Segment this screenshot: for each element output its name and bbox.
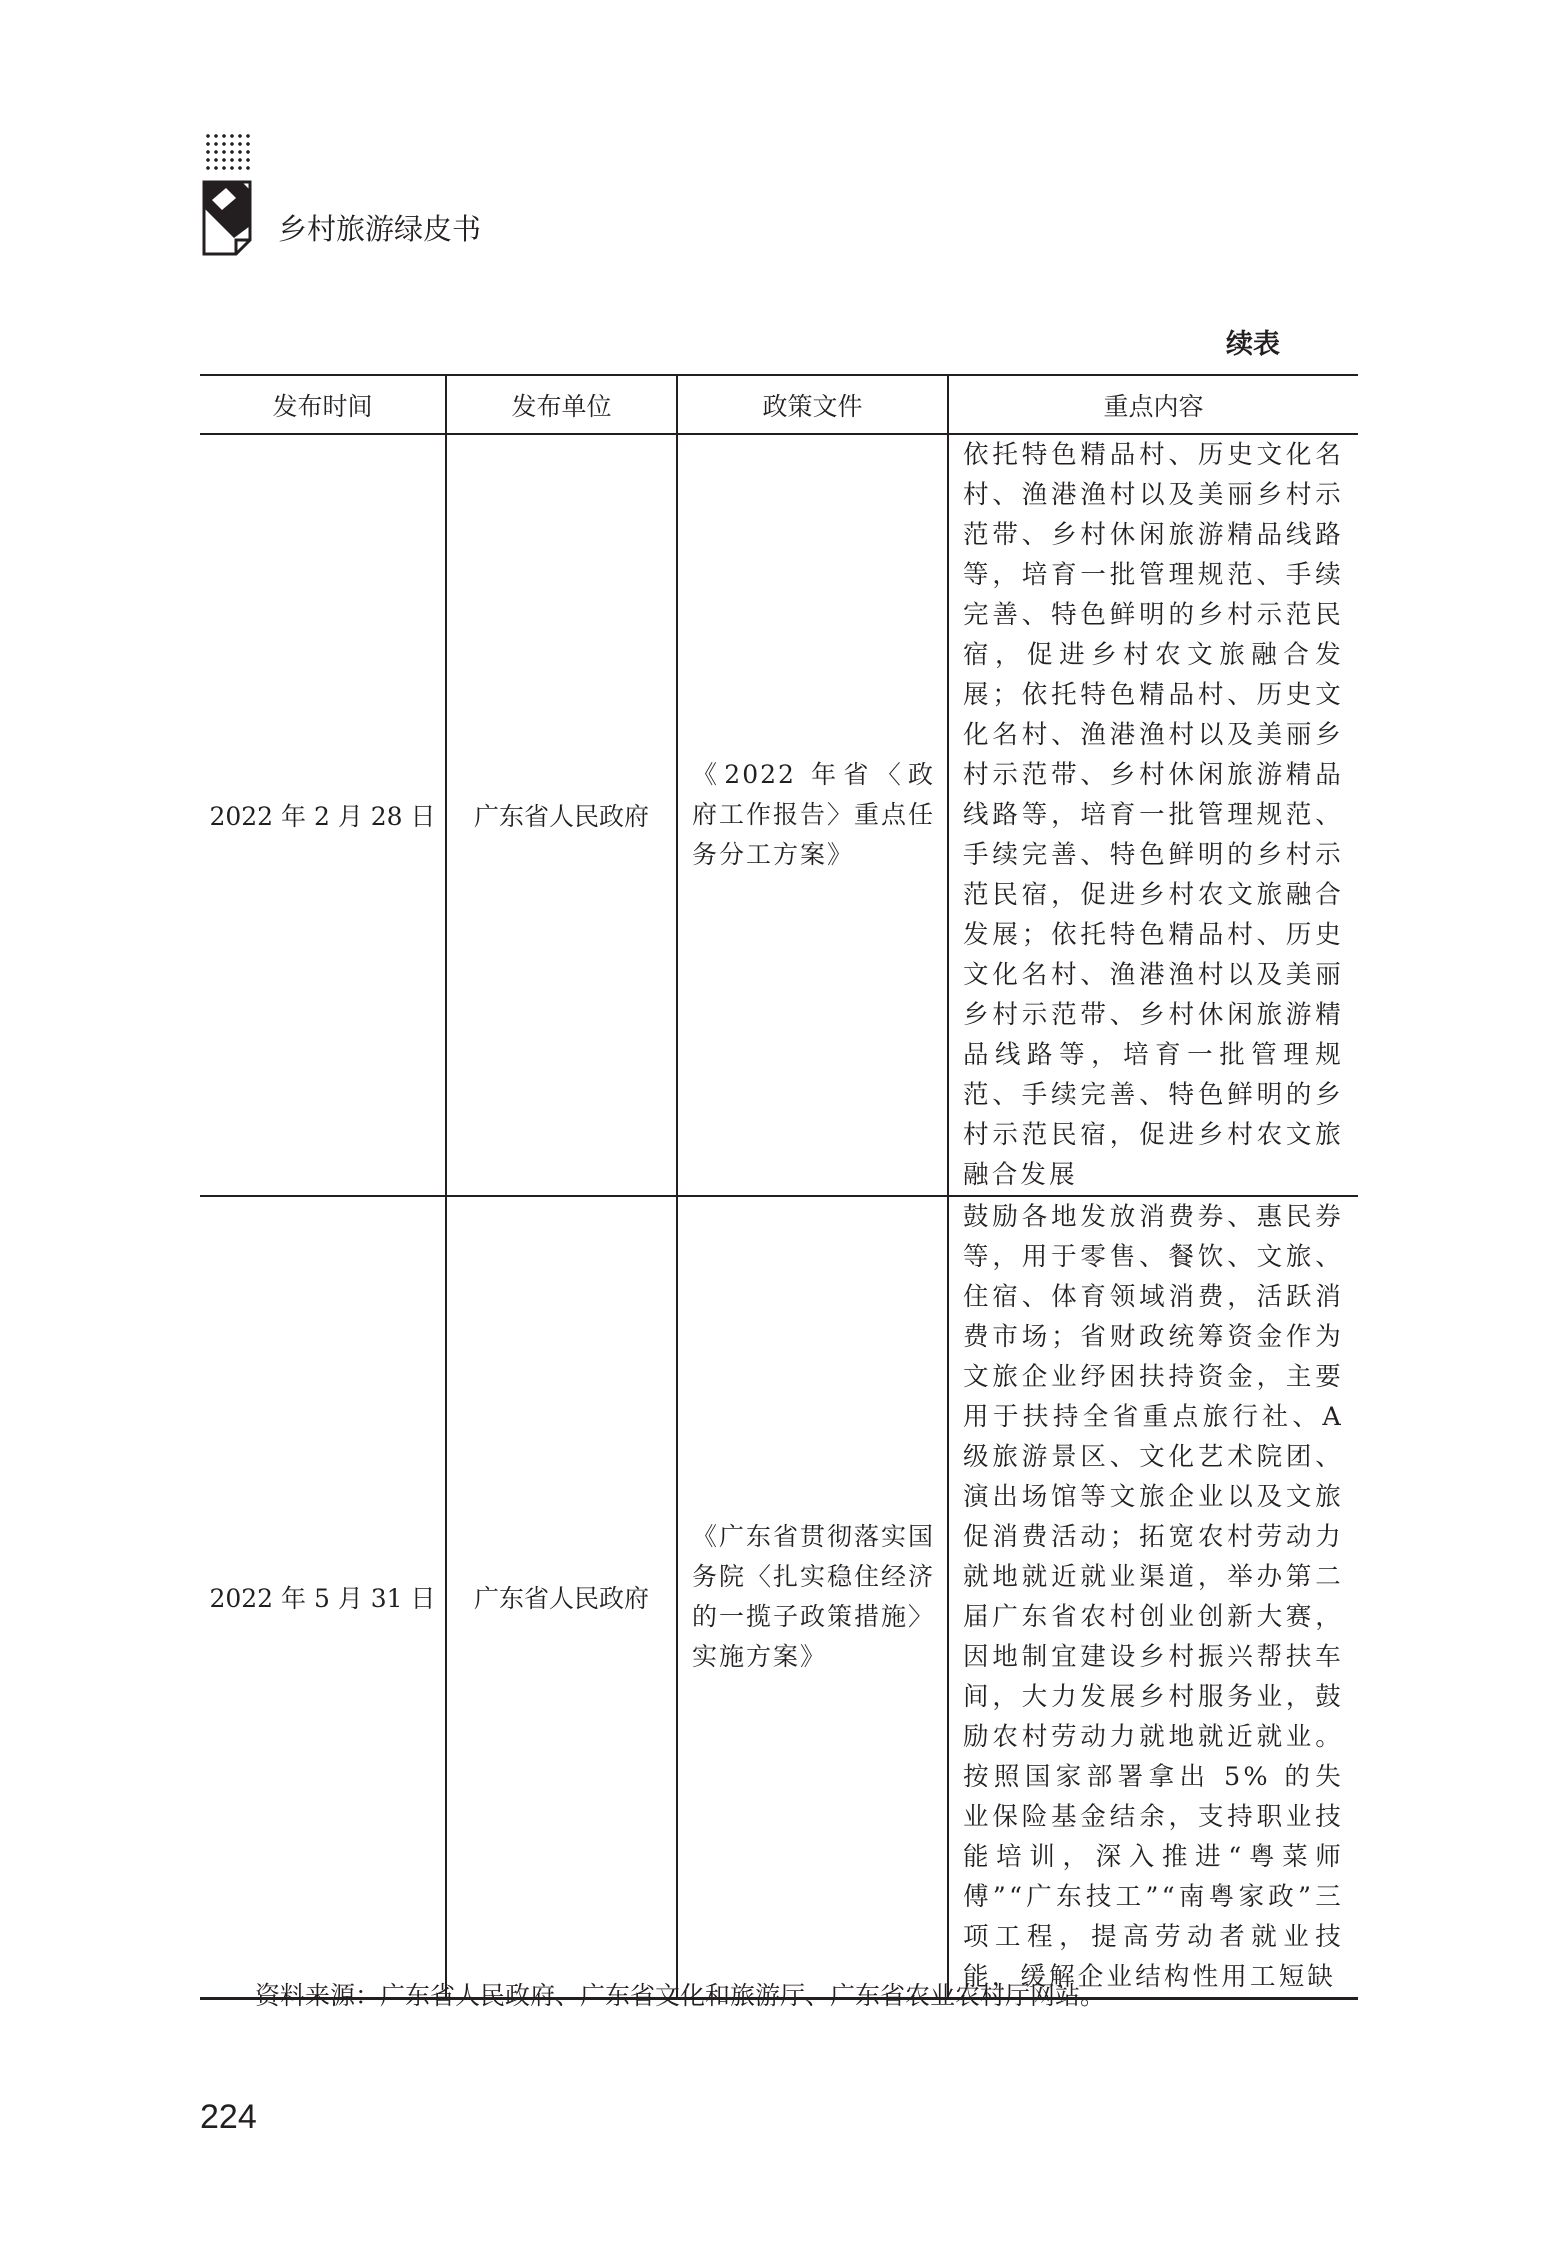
document-cell: 《2022 年省〈政府工作报告〉重点任务分工方案》 (677, 434, 948, 1196)
dots-decoration-icon (204, 132, 250, 172)
column-header: 政策文件 (677, 375, 948, 434)
book-logo-icon (202, 180, 254, 256)
page-number: 224 (200, 2098, 257, 2136)
policy-table (200, 374, 1358, 2000)
content-cell: 鼓励各地发放消费券、惠民券等，用于零售、餐饮、文旅、住宿、体育领域消费，活跃消费市场；省财政统筹资金作为文旅企业纾困扶持资金，主要用于扶持全省重点旅行社、A 级旅游景区、文化艺术院团、演出场馆等文旅企业以及文旅促消费活动；拓宽农村劳动力就地就近就业渠道，举办第二届广东省农村创业创新大赛，因地制宜建设乡村振兴帮扶车间，大力发展乡村服务业，鼓励农村劳动力就地就近就业。按照国家部署拿出 5% 的失业保险基金结余，支持职业技能培训，深入推进“粤菜师傅”“广东技工”“南粤家政”三项工程，提高劳动者就业技能，缓解企业结构性用工短缺 (948, 1196, 1358, 1999)
source-note: 资料来源：广东省人民政府、广东省文化和旅游厅、广东省农业农村厅网站。 (255, 1981, 1106, 2010)
issuer-cell: 广东省人民政府 (446, 434, 677, 1196)
content-cell: 依托特色精品村、历史文化名村、渔港渔村以及美丽乡村示范带、乡村休闲旅游精品线路等，培育一批管理规范、手续完善、特色鲜明的乡村示范民宿，促进乡村农文旅融合发展；依托特色精品村、历史文化名村、渔港渔村以及美丽乡村示范带、乡村休闲旅游精品线路等，培育一批管理规范、手续完善、特色鲜明的乡村示范民宿，促进乡村农文旅融合发展；依托特色精品村、历史文化名村、渔港渔村以及美丽乡村示范带、乡村休闲旅游精品线路等，培育一批管理规范、手续完善、特色鲜明的乡村示范民宿，促进乡村农文旅融合发展 (948, 434, 1358, 1196)
column-header: 发布时间 (200, 375, 446, 434)
continued-label: 续表 (1226, 329, 1280, 360)
table-header-row (200, 375, 1358, 434)
series-title: 乡村旅游绿皮书 (278, 212, 482, 246)
document-cell: 《广东省贯彻落实国务院〈扎实稳住经济的一揽子政策措施〉实施方案》 (677, 1196, 948, 1999)
date-cell: 2022 年 5 月 31 日 (200, 1196, 446, 1999)
table-row (200, 1196, 1358, 1999)
date-cell: 2022 年 2 月 28 日 (200, 434, 446, 1196)
table-row (200, 434, 1358, 1196)
column-header: 发布单位 (446, 375, 677, 434)
column-header: 重点内容 (948, 375, 1358, 434)
issuer-cell: 广东省人民政府 (446, 1196, 677, 1999)
